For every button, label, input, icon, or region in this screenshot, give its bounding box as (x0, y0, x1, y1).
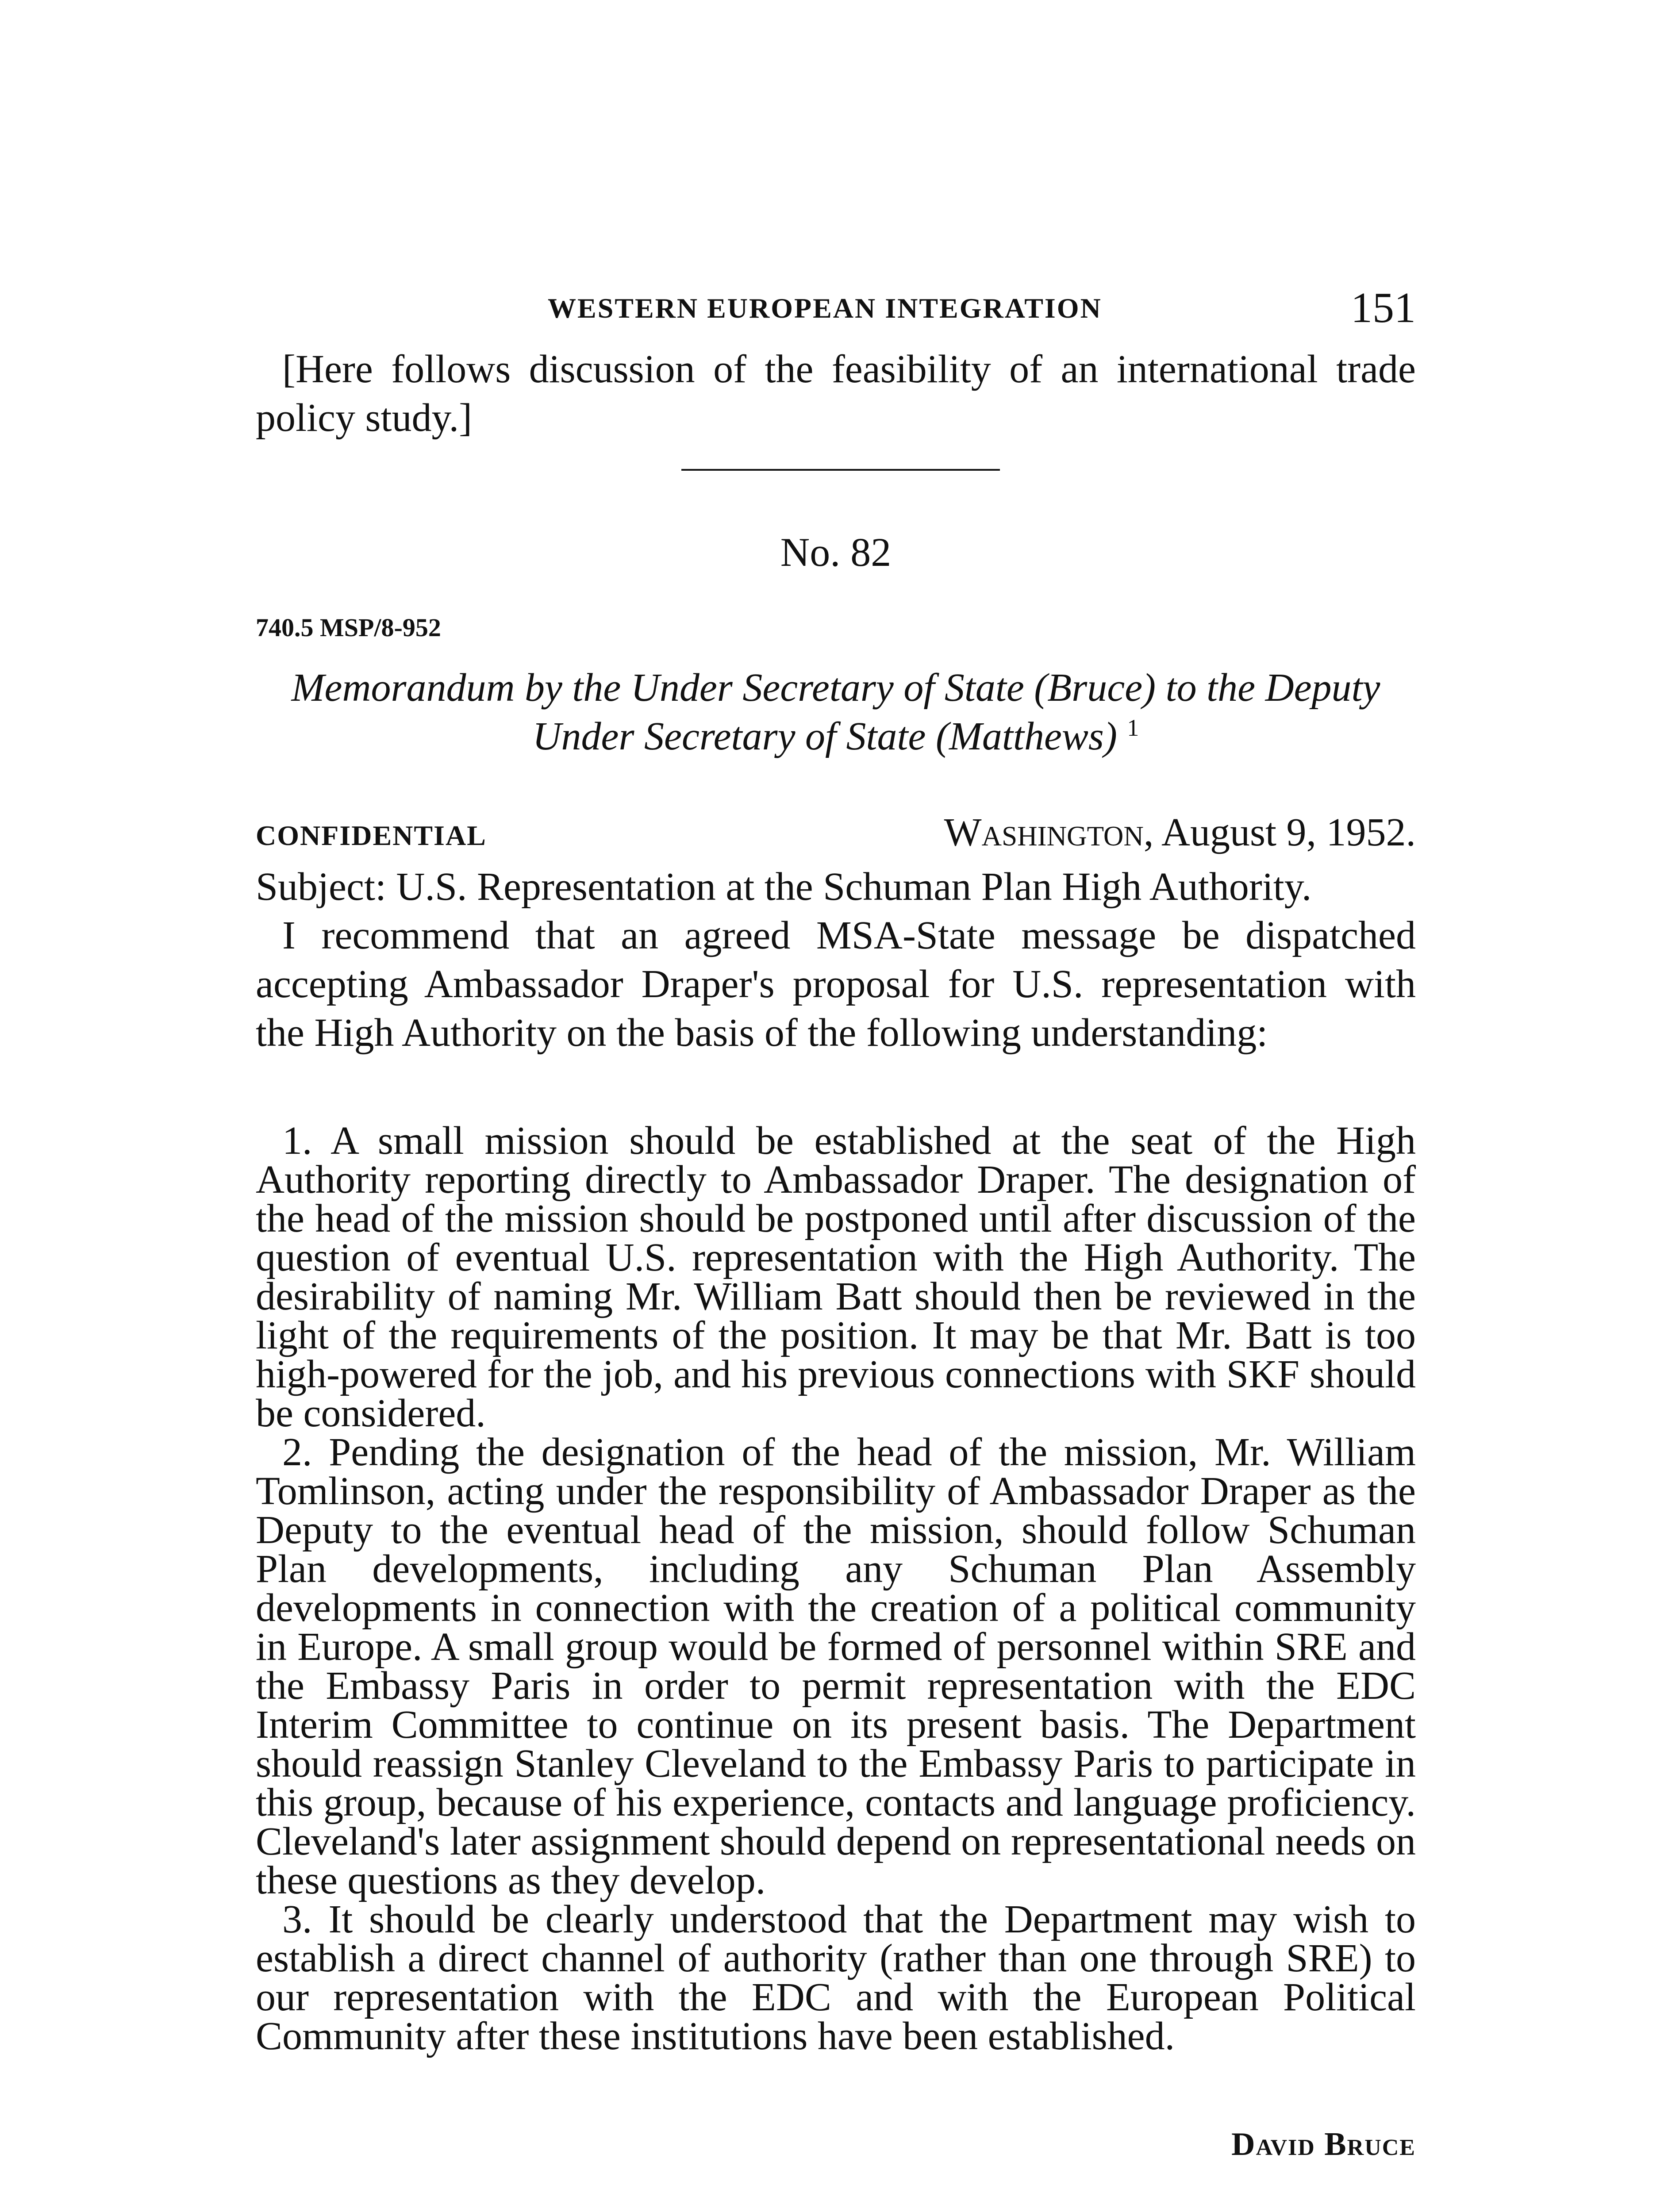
numbered-points (256, 1121, 1416, 2056)
point-2: 2. Pending the designation of the head of the mission, Mr. William Tomlinson, acting under the responsibility of Ambassador Draper as the Deputy to the eventual head of the mission, should follow Schuman Plan developments, including any Schuman Plan Assembly developments in connection with the creation of a political community in Europe. A small group would be formed of personnel within SRE and the Embassy Paris in order to permit representation with the EDC Interim Committee to continue on its present basis. The Department should reassign Stanley Cleveland to the Embassy Paris to participate in this group, because of his experience, contacts and language proficiency. Cleveland's later assignment should depend on representational needs on these questions as they develop. (256, 1430, 1416, 1902)
dateline-place: Washington, (944, 810, 1154, 854)
signature (1231, 2126, 1416, 2163)
subject-line: Subject: U.S. Representation at the Schuman Plan High Authority. (256, 865, 1312, 909)
running-head (256, 283, 1416, 332)
document-title-line-2-text: Under Secretary of State (Matthews) (532, 714, 1117, 758)
signature-name: David Bruce (1231, 2126, 1416, 2162)
dateline (944, 810, 1416, 855)
document-title-line-1: Memorandum by the Under Secretary of State (Bruce) to the Deputy (291, 666, 1380, 710)
file-reference: 740.5 MSP/8-952 (256, 613, 441, 642)
document-title (256, 664, 1416, 761)
dateline-date: August 9, 1952. (1161, 810, 1416, 854)
footnote-reference: 1 (1127, 714, 1139, 741)
classification-label: CONFIDENTIAL (256, 820, 487, 851)
point-3: 3. It should be clearly understood that the Department may wish to establish a direct channel of authority (rather than one through SRE) to our representation with the EDC and with the European Political Community after these institutions have been established. (256, 1897, 1416, 2058)
document-title-line-2 (256, 712, 1416, 761)
document-number: No. 82 (780, 530, 892, 575)
running-head-title: WESTERN EUROPEAN INTEGRATION (548, 292, 1102, 324)
point-1: 1. A small mission should be established at the seat of the High Authority reporting directly to Ambassador Draper. The designation of the head of the mission should be postponed until after discussion of the question of eventual U.S. representation with the High Authority. The desirability of naming Mr. William Batt should then be reviewed in the light of the requirements of the position. It may be that Mr. Batt is too high-powered for the job, and his previous connections with SKF should be considered. (256, 1119, 1416, 1435)
section-divider (681, 469, 1000, 471)
intro-note: [Here follows discussion of the feasibility of an international trade policy study.] (256, 347, 1416, 440)
page-number: 151 (1351, 284, 1416, 332)
recommendation-paragraph: I recommend that an agreed MSA-State message be dispatched accepting Ambassador Draper's proposal for U.S. representation with the High Authority on the basis of the following understanding: (256, 914, 1416, 1055)
